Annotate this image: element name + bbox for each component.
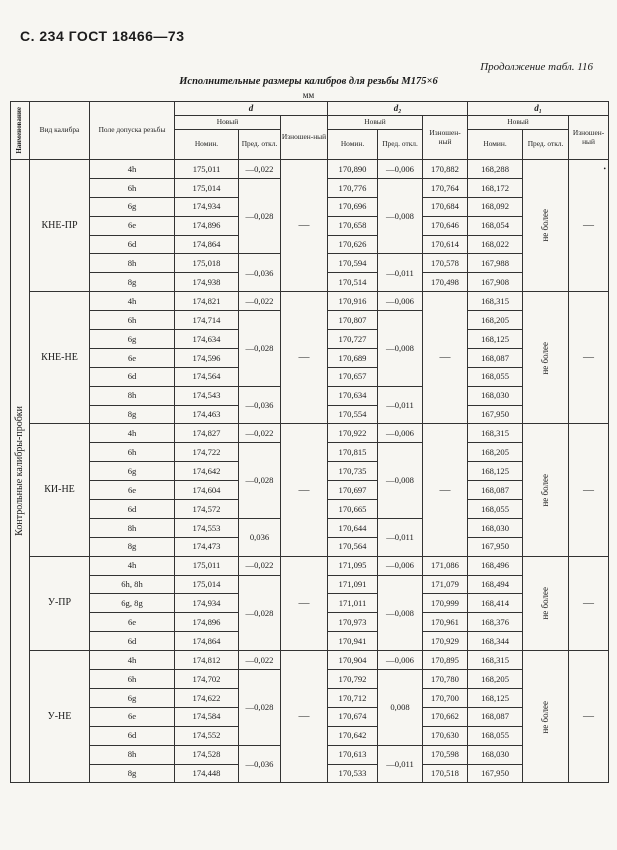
d-nominal-cell: 174,572 [175,500,239,519]
table-row [11,292,609,311]
d2-nominal-cell: 170,815 [328,443,378,462]
tolerance-cell: 8h [90,386,175,405]
d2-nominal-cell: 170,807 [328,311,378,330]
d-deviation-cell: —0,022 [239,424,281,443]
d2-worn-cell: 170,961 [423,613,468,632]
d2-nominal-cell: 170,514 [328,273,378,292]
d1-nominal-cell: 168,172 [468,178,523,197]
d2-nominal-cell: 170,916 [328,292,378,311]
d2-nominal-cell: 171,011 [328,594,378,613]
d2-nominal-cell: 170,665 [328,500,378,519]
col-d1: d₁ [468,102,609,116]
col-d-new: Новый [175,116,281,130]
d2-deviation-cell: —0,006 [378,651,423,670]
col-d-dev: Пред. откл. [239,130,281,160]
d-nominal-cell: 175,011 [175,556,239,575]
gauge-type: У-ПР [30,556,90,650]
d1-worn-cell: — [569,424,609,556]
d2-nominal-cell: 170,904 [328,651,378,670]
d1-nominal-cell: 168,414 [468,594,523,613]
d1-deviation-cell: не более [523,160,569,292]
d2-worn-cell: — [423,424,468,556]
d-nominal-cell: 174,604 [175,481,239,500]
tolerance-cell: 4h [90,556,175,575]
d1-nominal-cell: 168,205 [468,670,523,689]
tolerance-cell: 6d [90,726,175,745]
table-continuation: Продолжение табл. 116 [480,61,593,73]
tolerance-cell: 6g [90,197,175,216]
d-deviation-cell: —0,028 [239,443,281,519]
d-deviation-cell: —0,022 [239,556,281,575]
d-nominal-cell: 174,896 [175,216,239,235]
d-deviation-cell: —0,022 [239,160,281,179]
col-d1-worn: Изношен-ный [569,116,609,160]
d-nominal-cell: 174,552 [175,726,239,745]
d2-deviation-cell: —0,008 [378,443,423,519]
d-worn-cell: — [281,651,328,783]
d-deviation-cell: —0,036 [239,745,281,783]
d2-nominal-cell: 170,626 [328,235,378,254]
tolerance-cell: 6g, 8g [90,594,175,613]
d-deviation-cell: —0,028 [239,311,281,387]
d2-worn-cell: 170,780 [423,670,468,689]
col-d2-new: Новый [328,116,423,130]
d1-nominal-cell: 168,092 [468,197,523,216]
tolerance-cell: 6e [90,481,175,500]
d-nominal-cell: 174,896 [175,613,239,632]
d2-deviation-cell: —0,006 [378,424,423,443]
d1-nominal-cell: 168,055 [468,367,523,386]
d2-nominal-cell: 170,644 [328,518,378,537]
col-d1-nominal: Номин. [468,130,523,160]
d2-nominal-cell: 170,564 [328,537,378,556]
tolerance-cell: 6g [90,462,175,481]
d2-nominal-cell: 170,712 [328,688,378,707]
d2-nominal-cell: 171,095 [328,556,378,575]
d-nominal-cell: 174,722 [175,443,239,462]
d-nominal-cell: 175,014 [175,178,239,197]
d2-nominal-cell: 170,735 [328,462,378,481]
d1-nominal-cell: 168,087 [468,481,523,500]
d2-worn-cell: 170,895 [423,651,468,670]
d2-worn-cell: 170,999 [423,594,468,613]
col-d: d [175,102,328,116]
d2-nominal-cell: 170,657 [328,367,378,386]
d2-nominal-cell: 170,689 [328,348,378,367]
d1-nominal-cell: 168,205 [468,311,523,330]
d1-nominal-cell: 168,376 [468,613,523,632]
d2-worn-cell: 170,684 [423,197,468,216]
col-d2-worn: Изношен-ный [423,116,468,160]
d2-deviation-cell: —0,011 [378,386,423,424]
d1-nominal-cell: 168,030 [468,386,523,405]
gauge-type: КИ-НЕ [30,424,90,556]
d1-worn-cell: — [569,160,609,292]
d2-nominal-cell: 170,613 [328,745,378,764]
table-title: Исполнительные размеры калибров для резьбы М175×6 [179,76,438,87]
table-row [11,556,609,575]
d-nominal-cell: 174,528 [175,745,239,764]
col-d2: d₂ [328,102,468,116]
d2-nominal-cell: 171,091 [328,575,378,594]
table-body [11,160,609,783]
tolerance-cell: 6g [90,330,175,349]
d-nominal-cell: 174,821 [175,292,239,311]
d-deviation-cell: —0,028 [239,670,281,746]
d-nominal-cell: 174,864 [175,632,239,651]
tolerance-cell: 8g [90,764,175,783]
d2-worn-cell: 170,518 [423,764,468,783]
d2-deviation-cell: —0,008 [378,178,423,254]
d2-worn-cell: 170,764 [423,178,468,197]
d2-worn-cell: 170,578 [423,254,468,273]
d1-nominal-cell: 168,125 [468,688,523,707]
d2-nominal-cell: 170,776 [328,178,378,197]
tolerance-cell: 6d [90,500,175,519]
d1-nominal-cell: 168,055 [468,500,523,519]
d-nominal-cell: 174,934 [175,594,239,613]
tolerance-cell: 6h [90,311,175,330]
d-nominal-cell: 174,634 [175,330,239,349]
tolerance-cell: 8h [90,254,175,273]
d-nominal-cell: 174,596 [175,348,239,367]
d2-nominal-cell: 170,634 [328,386,378,405]
d2-nominal-cell: 170,890 [328,160,378,179]
d1-nominal-cell: 168,496 [468,556,523,575]
d1-worn-cell: — [569,556,609,650]
d-nominal-cell: 174,702 [175,670,239,689]
tolerance-cell: 6e [90,707,175,726]
d-worn-cell: — [281,556,328,650]
d-deviation-cell: 0,036 [239,518,281,556]
d2-worn-cell: 170,614 [423,235,468,254]
d2-worn-cell: 170,630 [423,726,468,745]
d1-worn-cell: — [569,651,609,783]
d-worn-cell: — [281,160,328,292]
tolerance-cell: 6h, 8h [90,575,175,594]
d1-deviation-cell: не более [523,424,569,556]
d2-worn-cell: 171,079 [423,575,468,594]
tolerance-cell: 6e [90,216,175,235]
tolerance-cell: 8g [90,405,175,424]
d-nominal-cell: 174,864 [175,235,239,254]
tolerance-cell: 4h [90,160,175,179]
d2-nominal-cell: 170,594 [328,254,378,273]
tolerance-cell: 6e [90,613,175,632]
d2-nominal-cell: 170,554 [328,405,378,424]
tolerance-cell: 6d [90,367,175,386]
tolerance-cell: 8g [90,273,175,292]
d2-deviation-cell: —0,011 [378,254,423,292]
d1-nominal-cell: 168,087 [468,707,523,726]
tolerance-cell: 8h [90,745,175,764]
d1-deviation-cell: не более [523,651,569,783]
page-reference: С. 234 ГОСТ 18466—73 [20,28,185,44]
d-nominal-cell: 174,642 [175,462,239,481]
col-kind: Вид калибра [30,102,90,160]
d1-nominal-cell: 168,315 [468,292,523,311]
d2-worn-cell: 170,498 [423,273,468,292]
tolerance-cell: 6h [90,443,175,462]
d-deviation-cell: —0,036 [239,386,281,424]
d-nominal-cell: 174,938 [175,273,239,292]
d1-nominal-cell: 167,988 [468,254,523,273]
d1-worn-cell: — [569,292,609,424]
d1-nominal-cell: 168,288 [468,160,523,179]
d1-deviation-cell: не более [523,292,569,424]
d2-nominal-cell: 170,922 [328,424,378,443]
d-nominal-cell: 174,812 [175,651,239,670]
gauge-table [10,101,609,783]
d2-nominal-cell: 170,658 [328,216,378,235]
tolerance-cell: 6d [90,235,175,254]
d2-deviation-cell: 0,008 [378,670,423,746]
d1-nominal-cell: 167,908 [468,273,523,292]
d2-deviation-cell: —0,006 [378,160,423,179]
d-nominal-cell: 174,553 [175,518,239,537]
d2-nominal-cell: 170,696 [328,197,378,216]
d2-worn-cell: 170,646 [423,216,468,235]
d-deviation-cell: —0,022 [239,292,281,311]
d2-worn-cell: 170,662 [423,707,468,726]
margin-dot: • [603,165,606,173]
units-label: мм [302,90,315,100]
d1-nominal-cell: 167,950 [468,405,523,424]
d2-nominal-cell: 170,674 [328,707,378,726]
tolerance-cell: 4h [90,292,175,311]
d1-nominal-cell: 167,950 [468,537,523,556]
tolerance-cell: 6e [90,348,175,367]
d-nominal-cell: 174,827 [175,424,239,443]
d2-nominal-cell: 170,792 [328,670,378,689]
tolerance-cell: 8g [90,537,175,556]
d-deviation-cell: —0,022 [239,651,281,670]
d2-deviation-cell: —0,011 [378,745,423,783]
col-tolerance: Поле допуска резьбы [90,102,175,160]
d1-nominal-cell: 168,055 [468,726,523,745]
d1-nominal-cell: 168,205 [468,443,523,462]
d-nominal-cell: 174,448 [175,764,239,783]
d-nominal-cell: 174,622 [175,688,239,707]
tolerance-cell: 8h [90,518,175,537]
col-name: Наименование [11,102,30,160]
d1-nominal-cell: 168,087 [468,348,523,367]
gauge-type: КНЕ-НЕ [30,292,90,424]
table-row [11,160,609,179]
tolerance-cell: 6d [90,632,175,651]
d1-nominal-cell: 168,315 [468,424,523,443]
d2-nominal-cell: 170,727 [328,330,378,349]
d-nominal-cell: 175,011 [175,160,239,179]
d-nominal-cell: 174,543 [175,386,239,405]
d1-nominal-cell: 168,125 [468,330,523,349]
d2-nominal-cell: 170,697 [328,481,378,500]
col-d2-dev: Пред. откл. [378,130,423,160]
tolerance-cell: 4h [90,651,175,670]
col-d-worn: Изношен-ный [281,116,328,160]
d-nominal-cell: 174,584 [175,707,239,726]
d-nominal-cell: 174,564 [175,367,239,386]
tolerance-cell: 6h [90,670,175,689]
d-deviation-cell: —0,036 [239,254,281,292]
d2-deviation-cell: —0,011 [378,518,423,556]
col-d-nominal: Номин. [175,130,239,160]
d-nominal-cell: 174,473 [175,537,239,556]
d1-nominal-cell: 168,030 [468,518,523,537]
d1-nominal-cell: 168,022 [468,235,523,254]
d2-nominal-cell: 170,973 [328,613,378,632]
tolerance-cell: 6h [90,178,175,197]
d-worn-cell: — [281,424,328,556]
d2-nominal-cell: 170,533 [328,764,378,783]
d2-deviation-cell: —0,008 [378,575,423,651]
d2-nominal-cell: 170,941 [328,632,378,651]
d2-worn-cell: 170,882 [423,160,468,179]
d2-nominal-cell: 170,642 [328,726,378,745]
tolerance-cell: 4h [90,424,175,443]
gauge-type: КНЕ-ПР [30,160,90,292]
d1-nominal-cell: 168,125 [468,462,523,481]
d1-nominal-cell: 168,030 [468,745,523,764]
d2-deviation-cell: —0,006 [378,292,423,311]
d2-worn-cell: 170,700 [423,688,468,707]
d2-worn-cell: — [423,292,468,424]
d1-nominal-cell: 168,494 [468,575,523,594]
d2-deviation-cell: —0,008 [378,311,423,387]
tolerance-cell: 6g [90,688,175,707]
table-row [11,424,609,443]
d1-nominal-cell: 168,344 [468,632,523,651]
d-deviation-cell: —0,028 [239,575,281,651]
d-nominal-cell: 175,014 [175,575,239,594]
d2-worn-cell: 170,598 [423,745,468,764]
table-row [11,651,609,670]
d-worn-cell: — [281,292,328,424]
d1-nominal-cell: 168,315 [468,651,523,670]
d-nominal-cell: 174,463 [175,405,239,424]
d1-deviation-cell: не более [523,556,569,650]
gauge-type: У-НЕ [30,651,90,783]
d-deviation-cell: —0,028 [239,178,281,254]
d2-deviation-cell: —0,006 [378,556,423,575]
d2-worn-cell: 170,929 [423,632,468,651]
d-nominal-cell: 175,018 [175,254,239,273]
d2-worn-cell: 171,086 [423,556,468,575]
col-d1-dev: Пред. откл. [523,130,569,160]
side-label: Контрольные калибры-пробки [11,160,30,783]
col-d2-nominal: Номин. [328,130,378,160]
d1-nominal-cell: 168,054 [468,216,523,235]
d1-nominal-cell: 167,950 [468,764,523,783]
d-nominal-cell: 174,934 [175,197,239,216]
d-nominal-cell: 174,714 [175,311,239,330]
col-d1-new: Новый [468,116,569,130]
